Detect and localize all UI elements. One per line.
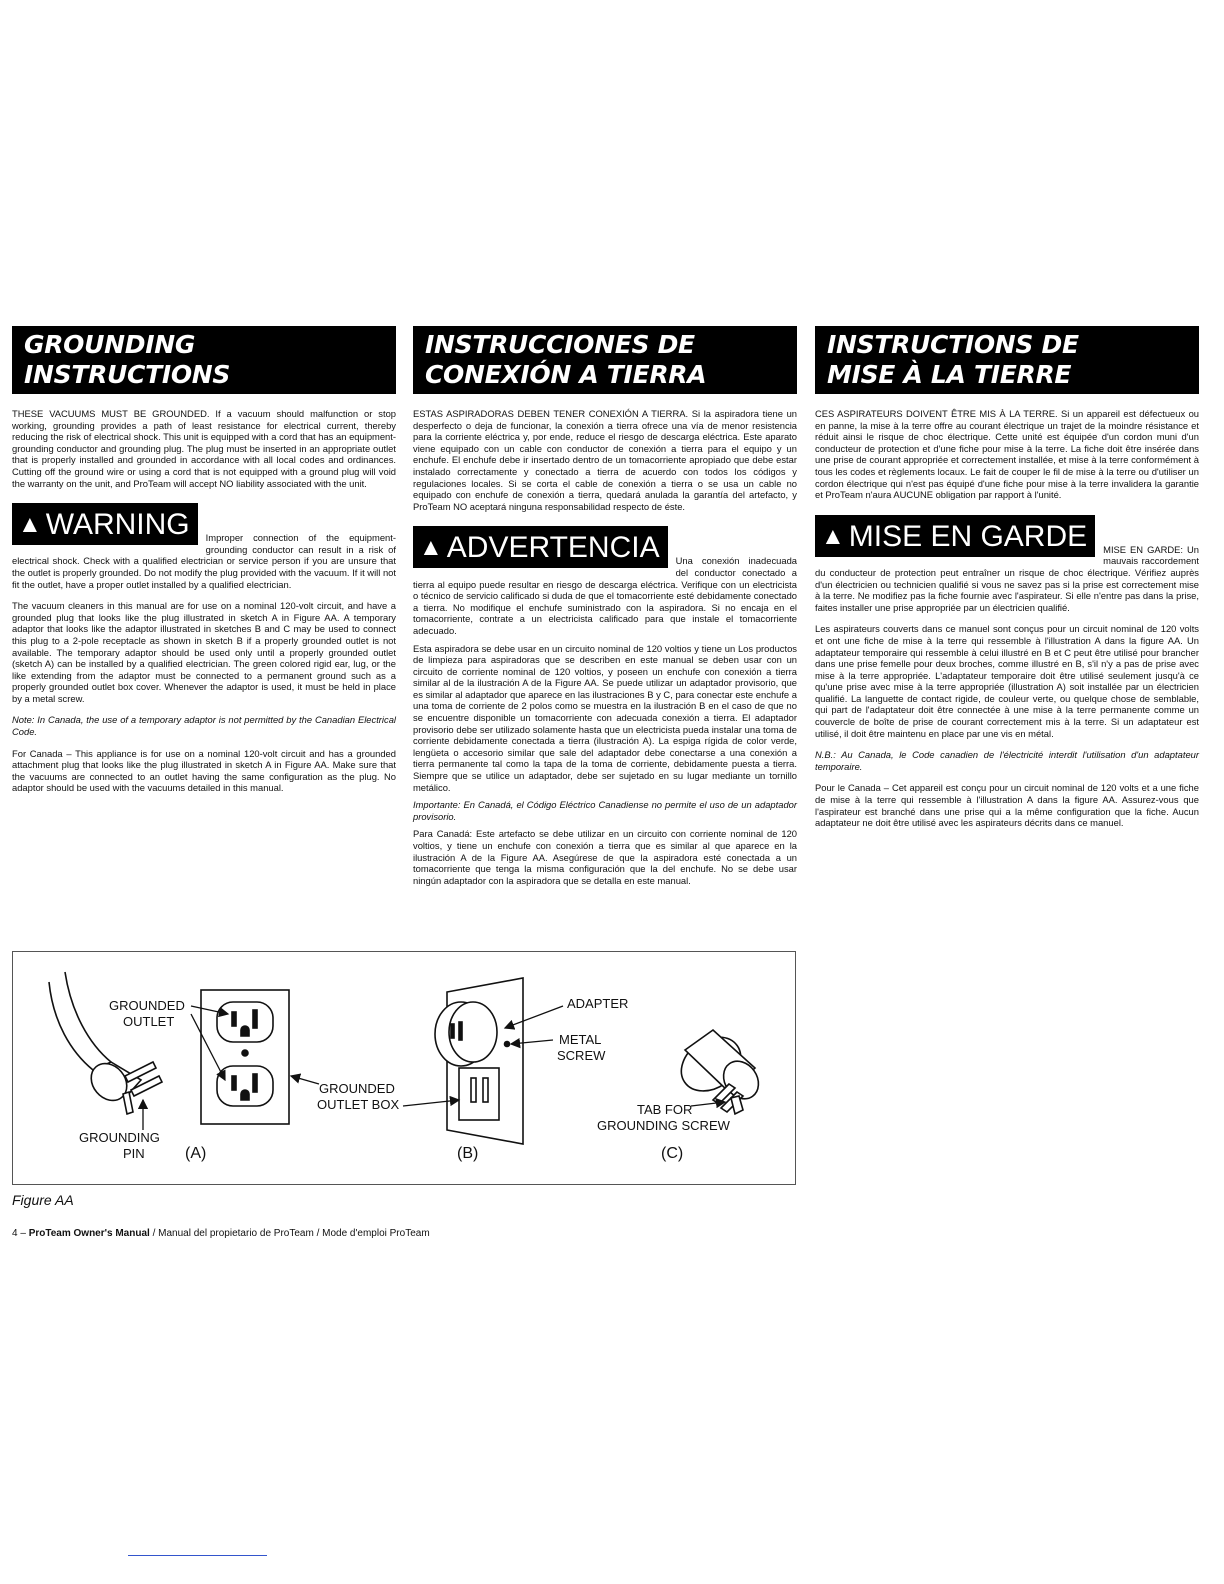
english-note: Note: In Canada, the use of a temporary adaptor is not permitted by the Canadian Electrical Code. <box>12 714 396 738</box>
spanish-warning-badge <box>413 526 668 568</box>
label-adapter: ADAPTER <box>567 996 629 1011</box>
grounded-plug-sketch <box>49 972 162 1114</box>
french-intro: CES ASPIRATEURS DOIVENT ÊTRE MIS À LA TERRE. Si un appareil est défectueux ou en panne, la mise à la terre offre au courant électrique un trajet de la moindre résistance et réduit ainsi le risque de choc électrique. Cette unité est équipée d'un cordon muni d'un conducteur de protection et d'une fiche pour mise à la terre. La fiche doit être insérée dans une prise de courant appropriée et correctement installée, et mise à la terre conformément à tous les codes et règlements locaux. Le fait de couper le fil de mise à la terre ou d'utiliser un cordon électrique qui n'est pas équipé d'une fiche pour mise à la terre invalidera la garantie et ProTeam n'aura AUCUNE obligation par rapport à l'unité. <box>815 408 1199 501</box>
page-footer <box>12 1228 430 1239</box>
warning-triangle-icon: ▲ <box>821 522 845 550</box>
spanish-column <box>413 326 797 886</box>
english-warning-badge <box>12 503 198 545</box>
spanish-title <box>413 326 797 394</box>
footer-manual-rest: / Manual del propietario de ProTeam / Mode d'emploi ProTeam <box>152 1228 430 1239</box>
spanish-title-line2: CONEXIÓN A TIERRA <box>425 360 707 389</box>
french-title <box>815 326 1199 394</box>
label-grounded-outlet-2: OUTLET <box>123 1014 175 1029</box>
english-column <box>12 326 396 794</box>
english-para2: The vacuum cleaners in this manual are for use on a nominal 120-volt circuit, and have a grounded plug that looks like the plug illustrated in sketch A in Figure AA. A temporary adaptor that looks like the adaptor illustrated in sketches B and C may be used to connect this plug to a 2-pole receptacle as shown in sketch B if a properly grounded outlet is not available. The temporary adaptor should be used only until a properly grounded outlet (sketch A) can be installed by a qualified electrician. The green colored rigid ear, lug, or the like extending from the adaptor must be connected to a permanent ground such as a properly grounded outlet box cover. Whenever the adaptor is used, it must be held in place by a metal screw. <box>12 600 396 704</box>
spanish-warning-block <box>413 526 797 636</box>
english-title-line2: INSTRUCTIONS <box>24 360 231 389</box>
label-grounded-outlet-1: GROUNDED <box>109 998 185 1013</box>
label-metal-screw-1: METAL <box>559 1032 602 1047</box>
english-warning-text: Improper connection of the equipment-grounding conductor can result in a risk of electrical shock. Check with a qualified electrician or service person if you are unsure that the outlet is properly grounded. Do not modify the plug provided with the vacuum. If it will not fit the outlet, have a proper outlet installed by a qualified electrician. <box>12 532 396 590</box>
footer-manual-en: ProTeam Owner's Manual <box>28 1228 150 1239</box>
label-grounding-pin-1: GROUNDING <box>79 1130 160 1145</box>
label-metal-screw-2: SCREW <box>557 1048 606 1063</box>
english-intro: THESE VACUUMS MUST BE GROUNDED. If a vacuum should malfunction or stop working, grounding provides a path of least resistance for electrical current, thereby reducing the risk of electrical shock. This unit is equipped with a cord that has an equipment-grounding conductor and grounding plug. The plug must be inserted in an appropriate outlet that is properly installed and grounded in accordance with all local codes and ordinances. Cutting off the ground wire or using a cord that is not equipped with a ground plug will void the warranty on the unit, and ProTeam will accept NO liability associated with the unit. <box>12 408 396 489</box>
french-warning-label: MISE EN GARDE <box>848 519 1088 553</box>
adapter-wall-sketch <box>435 978 523 1144</box>
french-column <box>815 326 1199 829</box>
spanish-canada: Para Canadá: Este artefacto se debe utilizar en un circuito con corriente nominal de 120 voltios, y tiene un enchufe con conexión a tierra que es similar al que aparece en la ilustración A de la Figure AA. Asegúrese de que la aspiradora esté conectada a un tomacorriente que tenga la misma configuración que la del enchufe. No se debe usar ningún adaptador con la aspiradora que se detalla en este manual. <box>413 828 797 886</box>
label-sketch-b: (B) <box>457 1145 479 1162</box>
french-warning-block <box>815 515 1199 614</box>
french-note: N.B.: Au Canada, le Code canadien de l'électricité interdit l'utilisation d'un adaptateur temporaire. <box>815 749 1199 772</box>
label-grounded-outlet-box-2: OUTLET BOX <box>317 1097 400 1112</box>
warning-triangle-icon: ▲ <box>18 511 42 539</box>
grounded-outlet-sketch <box>201 990 289 1124</box>
spanish-para2: Esta aspiradora se debe usar en un circuito nominal de 120 voltios y tiene un Los productos de limpieza para aspiradoras que se describen en este manual se deben usar con un circuito de corriente nominal de 120 voltios, y poseen un enchufe con conexión a tierra similar al de la ilustración A de la Figure AA. Se puede utilizar un adaptador provisorio, que es similar al adaptador que aparece en las ilustraciones B y C, para conectar este enchufe a una toma de corriente de 2 polos como se muestra en la ilustración B en el caso de que no se encuentre disponible un tomacorriente con adecuada conexión a tierra. El adaptador provisorio debe ser utilizado solamente hasta que un electricista pueda instalar una toma de corriente debidamente conectada a tierra (ilustración A). La espiga rígida de color verde, lengüeta o accesorio similar que sale del adaptador debe conectarse a una conexión a tierra permanente tal como la tapa de la toma de corriente, debidamente puesta a tierra. Siempre que se utilice un adaptador, debe ser sujetado en su lugar mediante un tornillo metálico. <box>413 642 797 793</box>
english-canada: For Canada – This appliance is for use on a nominal 120-volt circuit and has a grounded attachment plug that looks like the plug illustrated in sketch A in Figure AA. Make sure that the vacuums are connected to an outlet having the same configuration as the plug. No adaptor should be used with the vacuums detailed in this manual. <box>12 747 396 794</box>
french-warning-badge <box>815 515 1095 557</box>
bottom-divider <box>128 1555 267 1556</box>
french-title-line1: INSTRUCTIONS DE <box>827 330 1079 359</box>
figure-caption: Figure AA <box>12 1192 74 1208</box>
spanish-warning-text: Una conexión inadecuada del conductor conectado a tierra al equipo puede resultar en riesgo de descarga eléctrica. Verifique con un electricista o técnico de servicio calificado si duda de que el tomacorriente esté debidamente conectado a tierra. No modifique el enchufe suministrado con la aspiradora. Si no encaja en el tomacorriente, contrate a un electricista calificado para que instale el tomacorriente adecuado. <box>413 555 797 636</box>
label-sketch-c: (C) <box>661 1145 684 1162</box>
english-warning-block <box>12 503 396 590</box>
french-warning-text: MISE EN GARDE: Un mauvais raccordement du conducteur de protection peut entraîner un risque de choc électrique. Vérifiez auprès d'un électricien ou technicien qualifié si vous ne savez pas si la prise est correctement mise à la terre. Ne modifiez pas la fiche fournie avec l'aspirateur. Si elle n'entre pas dans la prise, faites installer une prise appropriée par un électricien qualifié. <box>815 543 1199 613</box>
label-sketch-a: (A) <box>185 1145 207 1162</box>
english-warning-label: WARNING <box>45 508 190 542</box>
footer-dash: – <box>20 1228 26 1239</box>
figure-aa-illustration <box>12 951 796 1185</box>
french-para2: Les aspirateurs couverts dans ce manuel sont conçus pour un circuit nominal de 120 volts et ont une fiche de mise à la terre qui ressemble à l'illustration A dans la figure AA. Un adaptateur temporaire qui ressemble à celui illustré en B et C peut être utilisé pour brancher dans une prise femelle pour deux broches, comme illustré en B, s'il n'y a pas de prise avec mise à la terre appropriée. L'adaptateur temporaire doit être utilisé seulement jusqu'à ce qu'une prise avec mise à la terre appropriée (illustration A) soit installée par un électricien qualifié. La languette de contact rigide, de couleur verte, ou quelque chose de semblable, qui part de l'adaptateur doit être connectée à une mise à la terre permanente comme un couvercle de boîte de prise de courant correctement mis à la terre. Si un adaptateur est utilisé, il doit être maintenu en place par une vis en métal. <box>815 623 1199 739</box>
label-grounded-outlet-box-1: GROUNDED <box>319 1081 395 1096</box>
spanish-note: Importante: En Canadá, el Código Eléctrico Canadiense no permite el uso de un adaptador provisorio. <box>413 799 797 822</box>
french-title-line2: MISE À LA TIERRE <box>827 360 1072 389</box>
english-title-line1: GROUNDING <box>24 330 196 359</box>
spanish-intro: ESTAS ASPIRADORAS DEBEN TENER CONEXIÓN A TIERRA. Si la aspiradora tiene un desperfecto o deja de funcionar, la conexión a tierra ofrece una vía de menor resistencia para la corriente eléctrica y, por ende, reduce el riesgo de descarga eléctrica. Este aparato viene equipado con un cable con conductor de conexión a tierra para el equipo y un enchufe. El enchufe debe ir insertado dentro de un tomacorriente apropiado que debe estar instalado correctamente y conectado a tierra de acuerdo con todos los códigos y regulaciones locales. Si se corta el cable de conexión a tierra o se usa un cable no equipado con enchufe de conexión a tierra, quedará anulada la garantía del artefacto, y ProTeam NO aceptará ninguna responsabilidad respecto de éste. <box>413 408 797 512</box>
adapter-tab-sketch <box>671 1026 766 1114</box>
label-tab-1: TAB FOR <box>637 1102 693 1117</box>
grounding-diagram <box>13 952 797 1186</box>
label-tab-2: GROUNDING SCREW <box>597 1118 730 1133</box>
page-number: 4 <box>12 1228 18 1239</box>
english-title <box>12 326 396 394</box>
spanish-warning-label: ADVERTENCIA <box>446 531 660 565</box>
french-canada: Pour le Canada – Cet appareil est conçu pour un circuit nominal de 120 volts et a une fiche de mise à la terre qui ressemble à l'illustration A dans la figure AA. Assurez-vous que l'aspirateur est branché dans une prise qui a la même configuration que la fiche. Aucun adaptateur ne doit être utilisé avec les aspirateurs décrits dans ce manuel. <box>815 782 1199 829</box>
spanish-title-line1: INSTRUCCIONES DE <box>425 330 695 359</box>
label-grounding-pin-2: PIN <box>123 1146 145 1161</box>
warning-triangle-icon: ▲ <box>419 534 443 562</box>
